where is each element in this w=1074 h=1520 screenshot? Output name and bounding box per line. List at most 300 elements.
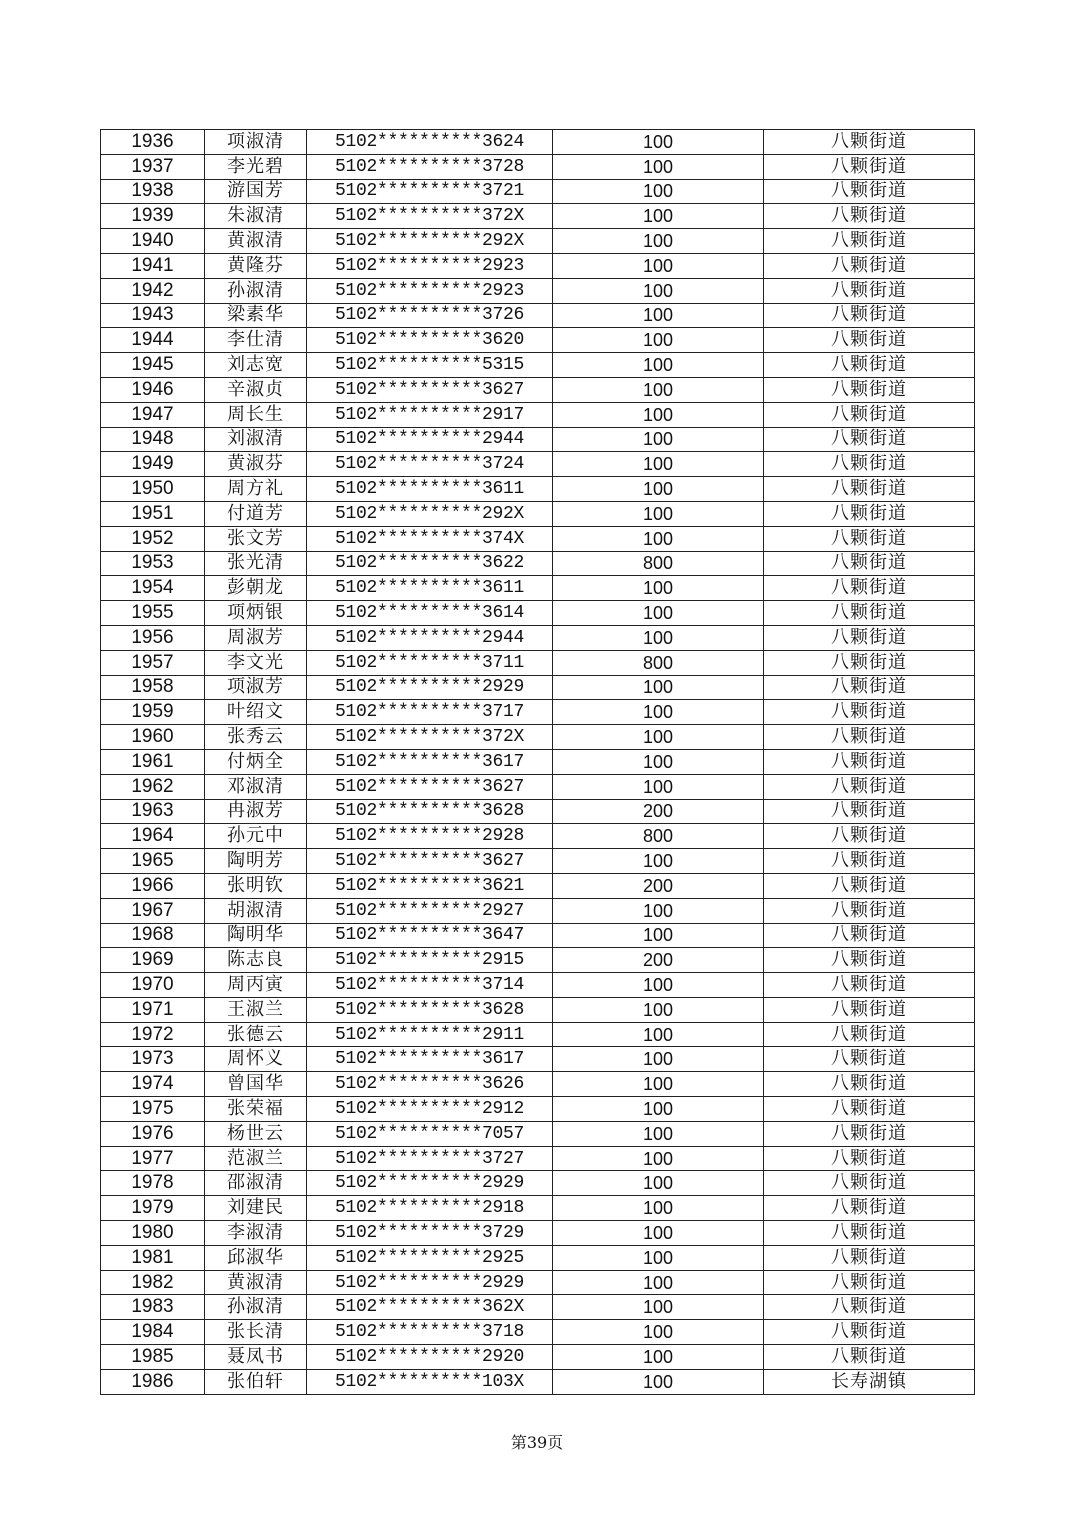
- id-number-cell: 5102**********3622: [307, 551, 553, 576]
- area-cell: 八颗街道: [764, 253, 975, 278]
- table-row: [101, 873, 975, 898]
- name-cell: 张德云: [205, 1022, 307, 1047]
- id-number-cell: 5102**********3620: [307, 328, 553, 353]
- id-number-cell: 5102**********3647: [307, 923, 553, 948]
- amount-cell: 100: [553, 700, 764, 725]
- id-number-cell: 5102**********2929: [307, 1270, 553, 1295]
- id-number-cell: 5102**********374X: [307, 526, 553, 551]
- id-number-cell: 5102**********2917: [307, 402, 553, 427]
- table-row: [101, 700, 975, 725]
- amount-cell: 100: [553, 377, 764, 402]
- area-cell: 八颗街道: [764, 501, 975, 526]
- area-cell: 八颗街道: [764, 130, 975, 155]
- serial-number-cell: 1965: [101, 849, 205, 874]
- amount-cell: 800: [553, 551, 764, 576]
- table-row: [101, 650, 975, 675]
- area-cell: 八颗街道: [764, 997, 975, 1022]
- area-cell: 八颗街道: [764, 1196, 975, 1221]
- area-cell: 八颗街道: [764, 675, 975, 700]
- amount-cell: 100: [553, 179, 764, 204]
- id-number-cell: 5102**********5315: [307, 353, 553, 378]
- area-cell: 八颗街道: [764, 725, 975, 750]
- area-cell: 八颗街道: [764, 1097, 975, 1122]
- serial-number-cell: 1946: [101, 377, 205, 402]
- id-number-cell: 5102**********3611: [307, 576, 553, 601]
- table-row: [101, 526, 975, 551]
- amount-cell: 100: [553, 725, 764, 750]
- area-cell: 八颗街道: [764, 204, 975, 229]
- id-number-cell: 5102**********3714: [307, 973, 553, 998]
- id-number-cell: 5102**********3729: [307, 1221, 553, 1246]
- id-number-cell: 5102**********3627: [307, 774, 553, 799]
- amount-cell: 100: [553, 1072, 764, 1097]
- amount-cell: 100: [553, 130, 764, 155]
- area-cell: 八颗街道: [764, 576, 975, 601]
- area-cell: 八颗街道: [764, 229, 975, 254]
- table-row: [101, 576, 975, 601]
- serial-number-cell: 1980: [101, 1221, 205, 1246]
- amount-cell: 100: [553, 328, 764, 353]
- serial-number-cell: 1952: [101, 526, 205, 551]
- table-row: [101, 1121, 975, 1146]
- area-cell: 八颗街道: [764, 1146, 975, 1171]
- roster-table-body: [101, 130, 975, 1395]
- name-cell: 刘淑清: [205, 427, 307, 452]
- table-row: [101, 1072, 975, 1097]
- id-number-cell: 5102**********2918: [307, 1196, 553, 1221]
- name-cell: 周淑芳: [205, 625, 307, 650]
- amount-cell: 100: [553, 973, 764, 998]
- name-cell: 项淑清: [205, 130, 307, 155]
- serial-number-cell: 1937: [101, 154, 205, 179]
- id-number-cell: 5102**********2928: [307, 824, 553, 849]
- serial-number-cell: 1969: [101, 948, 205, 973]
- name-cell: 张光清: [205, 551, 307, 576]
- id-number-cell: 5102**********3711: [307, 650, 553, 675]
- area-cell: 八颗街道: [764, 873, 975, 898]
- name-cell: 陈志良: [205, 948, 307, 973]
- id-number-cell: 5102**********3726: [307, 303, 553, 328]
- area-cell: 八颗街道: [764, 1245, 975, 1270]
- table-row: [101, 774, 975, 799]
- amount-cell: 100: [553, 1196, 764, 1221]
- name-cell: 黄淑清: [205, 229, 307, 254]
- name-cell: 李文光: [205, 650, 307, 675]
- name-cell: 李仕清: [205, 328, 307, 353]
- amount-cell: 100: [553, 1345, 764, 1370]
- serial-number-cell: 1938: [101, 179, 205, 204]
- amount-cell: 100: [553, 477, 764, 502]
- area-cell: 八颗街道: [764, 849, 975, 874]
- area-cell: 八颗街道: [764, 526, 975, 551]
- amount-cell: 100: [553, 1121, 764, 1146]
- serial-number-cell: 1945: [101, 353, 205, 378]
- name-cell: 黄淑清: [205, 1270, 307, 1295]
- amount-cell: 100: [553, 1369, 764, 1394]
- amount-cell: 100: [553, 997, 764, 1022]
- id-number-cell: 5102**********3621: [307, 873, 553, 898]
- serial-number-cell: 1970: [101, 973, 205, 998]
- serial-number-cell: 1953: [101, 551, 205, 576]
- id-number-cell: 5102**********3614: [307, 601, 553, 626]
- amount-cell: 100: [553, 1270, 764, 1295]
- amount-cell: 100: [553, 1097, 764, 1122]
- name-cell: 孙淑清: [205, 1295, 307, 1320]
- serial-number-cell: 1942: [101, 278, 205, 303]
- name-cell: 项炳银: [205, 601, 307, 626]
- area-cell: 八颗街道: [764, 1270, 975, 1295]
- table-row: [101, 1369, 975, 1394]
- area-cell: 八颗街道: [764, 973, 975, 998]
- id-number-cell: 5102**********3721: [307, 179, 553, 204]
- name-cell: 范淑兰: [205, 1146, 307, 1171]
- amount-cell: 100: [553, 501, 764, 526]
- serial-number-cell: 1951: [101, 501, 205, 526]
- name-cell: 张明钦: [205, 873, 307, 898]
- table-row: [101, 1270, 975, 1295]
- area-cell: 八颗街道: [764, 179, 975, 204]
- area-cell: 八颗街道: [764, 799, 975, 824]
- amount-cell: 200: [553, 948, 764, 973]
- serial-number-cell: 1982: [101, 1270, 205, 1295]
- amount-cell: 100: [553, 749, 764, 774]
- table-row: [101, 154, 975, 179]
- name-cell: 陶明芳: [205, 849, 307, 874]
- amount-cell: 100: [553, 1047, 764, 1072]
- amount-cell: 100: [553, 898, 764, 923]
- area-cell: 八颗街道: [764, 774, 975, 799]
- serial-number-cell: 1962: [101, 774, 205, 799]
- name-cell: 黄淑芬: [205, 452, 307, 477]
- serial-number-cell: 1978: [101, 1171, 205, 1196]
- table-row: [101, 601, 975, 626]
- serial-number-cell: 1968: [101, 923, 205, 948]
- area-cell: 八颗街道: [764, 824, 975, 849]
- id-number-cell: 5102**********2927: [307, 898, 553, 923]
- area-cell: 八颗街道: [764, 427, 975, 452]
- area-cell: 八颗街道: [764, 625, 975, 650]
- id-number-cell: 5102**********2925: [307, 1245, 553, 1270]
- id-number-cell: 5102**********3728: [307, 154, 553, 179]
- name-cell: 付道芳: [205, 501, 307, 526]
- table-row: [101, 328, 975, 353]
- serial-number-cell: 1975: [101, 1097, 205, 1122]
- table-row: [101, 179, 975, 204]
- serial-number-cell: 1958: [101, 675, 205, 700]
- serial-number-cell: 1983: [101, 1295, 205, 1320]
- serial-number-cell: 1974: [101, 1072, 205, 1097]
- area-cell: 八颗街道: [764, 402, 975, 427]
- amount-cell: 100: [553, 849, 764, 874]
- table-row: [101, 749, 975, 774]
- serial-number-cell: 1947: [101, 402, 205, 427]
- table-row: [101, 1146, 975, 1171]
- amount-cell: 100: [553, 1320, 764, 1345]
- name-cell: 黄隆芬: [205, 253, 307, 278]
- area-cell: 八颗街道: [764, 700, 975, 725]
- amount-cell: 800: [553, 824, 764, 849]
- table-row: [101, 948, 975, 973]
- name-cell: 周方礼: [205, 477, 307, 502]
- table-row: [101, 477, 975, 502]
- id-number-cell: 5102**********2923: [307, 253, 553, 278]
- table-row: [101, 973, 975, 998]
- id-number-cell: 5102**********362X: [307, 1295, 553, 1320]
- table-row: [101, 303, 975, 328]
- amount-cell: 200: [553, 873, 764, 898]
- table-row: [101, 1171, 975, 1196]
- amount-cell: 100: [553, 625, 764, 650]
- table-row: [101, 1345, 975, 1370]
- id-number-cell: 5102**********2944: [307, 625, 553, 650]
- name-cell: 李光碧: [205, 154, 307, 179]
- area-cell: 八颗街道: [764, 923, 975, 948]
- name-cell: 刘建民: [205, 1196, 307, 1221]
- id-number-cell: 5102**********372X: [307, 725, 553, 750]
- amount-cell: 100: [553, 253, 764, 278]
- table-row: [101, 923, 975, 948]
- amount-cell: 100: [553, 774, 764, 799]
- id-number-cell: 5102**********3627: [307, 377, 553, 402]
- table-row: [101, 130, 975, 155]
- area-cell: 八颗街道: [764, 353, 975, 378]
- id-number-cell: 5102**********292X: [307, 229, 553, 254]
- table-row: [101, 898, 975, 923]
- area-cell: 八颗街道: [764, 650, 975, 675]
- table-row: [101, 278, 975, 303]
- area-cell: 八颗街道: [764, 154, 975, 179]
- serial-number-cell: 1973: [101, 1047, 205, 1072]
- name-cell: 项淑芳: [205, 675, 307, 700]
- table-row: [101, 353, 975, 378]
- area-cell: 八颗街道: [764, 328, 975, 353]
- table-row: [101, 675, 975, 700]
- id-number-cell: 5102**********3727: [307, 1146, 553, 1171]
- amount-cell: 100: [553, 526, 764, 551]
- table-row: [101, 402, 975, 427]
- table-row: [101, 377, 975, 402]
- amount-cell: 100: [553, 402, 764, 427]
- id-number-cell: 5102**********2923: [307, 278, 553, 303]
- table-row: [101, 997, 975, 1022]
- name-cell: 张荣福: [205, 1097, 307, 1122]
- id-number-cell: 5102**********2929: [307, 1171, 553, 1196]
- area-cell: 八颗街道: [764, 1121, 975, 1146]
- area-cell: 八颗街道: [764, 1022, 975, 1047]
- serial-number-cell: 1985: [101, 1345, 205, 1370]
- name-cell: 邵淑清: [205, 1171, 307, 1196]
- table-row: [101, 551, 975, 576]
- serial-number-cell: 1954: [101, 576, 205, 601]
- id-number-cell: 5102**********3611: [307, 477, 553, 502]
- name-cell: 梁素华: [205, 303, 307, 328]
- table-row: [101, 501, 975, 526]
- name-cell: 张长清: [205, 1320, 307, 1345]
- serial-number-cell: 1976: [101, 1121, 205, 1146]
- id-number-cell: 5102**********3628: [307, 799, 553, 824]
- id-number-cell: 5102**********2944: [307, 427, 553, 452]
- table-row: [101, 849, 975, 874]
- area-cell: 八颗街道: [764, 1047, 975, 1072]
- serial-number-cell: 1966: [101, 873, 205, 898]
- table-row: [101, 427, 975, 452]
- area-cell: 八颗街道: [764, 1221, 975, 1246]
- area-cell: 八颗街道: [764, 377, 975, 402]
- area-cell: 八颗街道: [764, 1345, 975, 1370]
- serial-number-cell: 1977: [101, 1146, 205, 1171]
- serial-number-cell: 1943: [101, 303, 205, 328]
- serial-number-cell: 1950: [101, 477, 205, 502]
- id-number-cell: 5102**********3627: [307, 849, 553, 874]
- serial-number-cell: 1959: [101, 700, 205, 725]
- id-number-cell: 5102**********103X: [307, 1369, 553, 1394]
- table-row: [101, 625, 975, 650]
- id-number-cell: 5102**********2929: [307, 675, 553, 700]
- id-number-cell: 5102**********3717: [307, 700, 553, 725]
- id-number-cell: 5102**********372X: [307, 204, 553, 229]
- table-row: [101, 229, 975, 254]
- area-cell: 八颗街道: [764, 1295, 975, 1320]
- amount-cell: 100: [553, 1245, 764, 1270]
- serial-number-cell: 1941: [101, 253, 205, 278]
- amount-cell: 100: [553, 1146, 764, 1171]
- id-number-cell: 5102**********3626: [307, 1072, 553, 1097]
- name-cell: 游国芳: [205, 179, 307, 204]
- serial-number-cell: 1981: [101, 1245, 205, 1270]
- serial-number-cell: 1964: [101, 824, 205, 849]
- name-cell: 杨世云: [205, 1121, 307, 1146]
- amount-cell: 100: [553, 229, 764, 254]
- table-row: [101, 1245, 975, 1270]
- serial-number-cell: 1986: [101, 1369, 205, 1394]
- area-cell: 八颗街道: [764, 1171, 975, 1196]
- area-cell: 八颗街道: [764, 551, 975, 576]
- name-cell: 周丙寅: [205, 973, 307, 998]
- name-cell: 周长生: [205, 402, 307, 427]
- id-number-cell: 5102**********3617: [307, 749, 553, 774]
- id-number-cell: 5102**********3718: [307, 1320, 553, 1345]
- amount-cell: 100: [553, 204, 764, 229]
- table-row: [101, 1196, 975, 1221]
- name-cell: 聂凤书: [205, 1345, 307, 1370]
- name-cell: 周怀义: [205, 1047, 307, 1072]
- serial-number-cell: 1936: [101, 130, 205, 155]
- id-number-cell: 5102**********292X: [307, 501, 553, 526]
- amount-cell: 100: [553, 353, 764, 378]
- amount-cell: 100: [553, 1022, 764, 1047]
- id-number-cell: 5102**********2915: [307, 948, 553, 973]
- name-cell: 付炳全: [205, 749, 307, 774]
- area-cell: 八颗街道: [764, 898, 975, 923]
- name-cell: 曾国华: [205, 1072, 307, 1097]
- amount-cell: 100: [553, 452, 764, 477]
- amount-cell: 100: [553, 1171, 764, 1196]
- area-cell: 八颗街道: [764, 948, 975, 973]
- name-cell: 彭朝龙: [205, 576, 307, 601]
- page-number: 第39页: [510, 1433, 564, 1452]
- id-number-cell: 5102**********2912: [307, 1097, 553, 1122]
- serial-number-cell: 1939: [101, 204, 205, 229]
- table-row: [101, 799, 975, 824]
- serial-number-cell: 1955: [101, 601, 205, 626]
- name-cell: 张秀云: [205, 725, 307, 750]
- table-row: [101, 725, 975, 750]
- name-cell: 孙淑清: [205, 278, 307, 303]
- table-row: [101, 824, 975, 849]
- amount-cell: 100: [553, 1221, 764, 1246]
- table-row: [101, 1047, 975, 1072]
- serial-number-cell: 1956: [101, 625, 205, 650]
- name-cell: 张伯轩: [205, 1369, 307, 1394]
- amount-cell: 100: [553, 1295, 764, 1320]
- serial-number-cell: 1948: [101, 427, 205, 452]
- name-cell: 刘志宽: [205, 353, 307, 378]
- name-cell: 李淑清: [205, 1221, 307, 1246]
- table-row: [101, 452, 975, 477]
- name-cell: 邓淑清: [205, 774, 307, 799]
- area-cell: 八颗街道: [764, 452, 975, 477]
- name-cell: 孙元中: [205, 824, 307, 849]
- roster-table: [100, 129, 975, 1395]
- table-row: [101, 1097, 975, 1122]
- name-cell: 邱淑华: [205, 1245, 307, 1270]
- serial-number-cell: 1984: [101, 1320, 205, 1345]
- amount-cell: 100: [553, 154, 764, 179]
- area-cell: 八颗街道: [764, 477, 975, 502]
- table-row: [101, 204, 975, 229]
- amount-cell: 800: [553, 650, 764, 675]
- serial-number-cell: 1979: [101, 1196, 205, 1221]
- area-cell: 八颗街道: [764, 1072, 975, 1097]
- serial-number-cell: 1957: [101, 650, 205, 675]
- name-cell: 陶明华: [205, 923, 307, 948]
- id-number-cell: 5102**********2911: [307, 1022, 553, 1047]
- serial-number-cell: 1949: [101, 452, 205, 477]
- area-cell: 长寿湖镇: [764, 1369, 975, 1394]
- name-cell: 张文芳: [205, 526, 307, 551]
- name-cell: 冉淑芳: [205, 799, 307, 824]
- area-cell: 八颗街道: [764, 1320, 975, 1345]
- amount-cell: 100: [553, 576, 764, 601]
- table-row: [101, 1022, 975, 1047]
- id-number-cell: 5102**********7057: [307, 1121, 553, 1146]
- amount-cell: 100: [553, 601, 764, 626]
- id-number-cell: 5102**********3628: [307, 997, 553, 1022]
- area-cell: 八颗街道: [764, 278, 975, 303]
- amount-cell: 100: [553, 923, 764, 948]
- table-row: [101, 1320, 975, 1345]
- area-cell: 八颗街道: [764, 601, 975, 626]
- serial-number-cell: 1972: [101, 1022, 205, 1047]
- serial-number-cell: 1960: [101, 725, 205, 750]
- id-number-cell: 5102**********2920: [307, 1345, 553, 1370]
- name-cell: 胡淑清: [205, 898, 307, 923]
- serial-number-cell: 1971: [101, 997, 205, 1022]
- table-row: [101, 1221, 975, 1246]
- serial-number-cell: 1940: [101, 229, 205, 254]
- amount-cell: 100: [553, 278, 764, 303]
- name-cell: 辛淑贞: [205, 377, 307, 402]
- name-cell: 王淑兰: [205, 997, 307, 1022]
- serial-number-cell: 1961: [101, 749, 205, 774]
- amount-cell: 100: [553, 675, 764, 700]
- name-cell: 朱淑清: [205, 204, 307, 229]
- table-row: [101, 253, 975, 278]
- serial-number-cell: 1963: [101, 799, 205, 824]
- amount-cell: 200: [553, 799, 764, 824]
- serial-number-cell: 1967: [101, 898, 205, 923]
- serial-number-cell: 1944: [101, 328, 205, 353]
